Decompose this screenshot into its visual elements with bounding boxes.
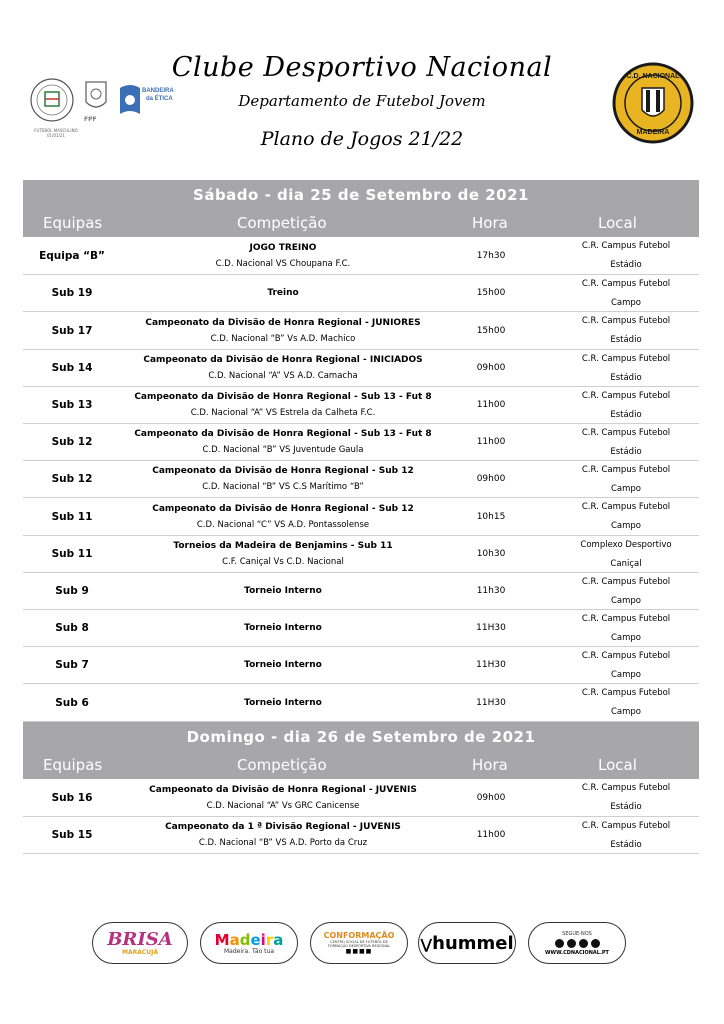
column-header-row [23, 211, 699, 237]
competition-cell [133, 573, 433, 609]
team-cell: Sub 11 [51, 510, 93, 523]
conformacao-icons: ■■■■ [345, 948, 373, 955]
competition-name: Torneio Interno [244, 623, 322, 633]
venue-cell [553, 237, 699, 274]
competition-name: JOGO TREINO [249, 242, 317, 253]
venue-name: C.R. Campus Futebol [581, 502, 671, 512]
competition-name: Torneios da Madeira de Benjamins - Sub 11 [173, 541, 393, 551]
competition-name: Torneio Interno [244, 660, 322, 670]
venue-field: Estádio [610, 372, 642, 383]
match-fixture: C.D. Nacional VS Choupana F.C. [215, 258, 351, 269]
venue-field: Estádio [610, 802, 642, 812]
competition-cell [133, 424, 433, 460]
match-fixture: C.D. Nacional “A” Vs GRC Canicense [206, 800, 360, 811]
sponsor-brisa[interactable] [92, 922, 188, 964]
venue-cell [553, 779, 699, 816]
venue-name: Complexo Desportivo [580, 539, 672, 550]
table-row [23, 424, 699, 461]
table-row [23, 498, 699, 536]
time-cell: 09h00 [476, 363, 506, 373]
sponsor-conformacao[interactable] [310, 922, 408, 964]
match-fixture: C.D. Nacional “A” VS Estrela da Calheta F.C. [190, 408, 376, 418]
time-cell: 09h00 [476, 792, 506, 803]
competition-cell [133, 237, 433, 274]
venue-field: Estádio [610, 335, 642, 345]
venue-field: Campo [610, 595, 642, 606]
competition-name: Campeonato da Divisão de Honra Regional - INICIADOS [143, 355, 423, 365]
twitter-icon[interactable] [579, 939, 588, 948]
venue-name: C.R. Campus Futebol [581, 688, 671, 698]
team-cell: Sub 12 [51, 473, 93, 485]
venue-name: C.R. Campus Futebol [581, 427, 671, 438]
venue-cell [553, 424, 699, 460]
competition-cell [133, 350, 433, 386]
venue-name: C.R. Campus Futebol [581, 820, 671, 831]
certification-caption: FUTEBOL MASCULINO 01/01/21 [34, 128, 78, 138]
team-cell: Sub 15 [51, 829, 93, 841]
time-cell: 10h15 [476, 511, 506, 522]
venue-name: C.R. Campus Futebol [581, 390, 671, 401]
svg-text:C.D. NACIONAL: C.D. NACIONAL [626, 73, 680, 80]
venue-name: C.R. Campus Futebol [581, 464, 671, 475]
competition-name: Torneio Interno [244, 697, 322, 708]
table-row [23, 237, 699, 275]
column-header-venue: Local [598, 756, 637, 774]
venue-cell [553, 461, 699, 497]
day-title: Domingo - dia 26 de Setembro de 2021 [23, 722, 699, 753]
department-subtitle: Departamento de Futebol Jovem [238, 92, 486, 110]
team-cell: Sub 16 [51, 791, 93, 804]
venue-cell [553, 647, 699, 683]
competition-name: Campeonato da Divisão de Honra Regional - Sub 13 - Fut 8 [134, 392, 432, 402]
conformacao-caption: CENTRO SOCIAL DE FUTEBOL DE FORMAÇÃO DESPORTIVA REGIONAL [327, 940, 391, 948]
venue-name: C.R. Campus Futebol [581, 278, 671, 289]
venue-name: C.R. Campus Futebol [581, 316, 671, 326]
schedule-table [23, 180, 699, 854]
competition-cell [133, 610, 433, 646]
table-row [23, 312, 699, 350]
madeira-logo-text: Madeira [214, 930, 284, 949]
match-fixture: C.F. Caniçal Vs C.D. Nacional [222, 557, 344, 567]
match-fixture: C.D. Nacional “B” Vs A.D. Machico [210, 333, 356, 344]
brisa-logo-text: BRISA [107, 928, 173, 950]
venue-name: C.R. Campus Futebol [581, 576, 671, 587]
venue-field: Estádio [610, 446, 642, 457]
venue-field: Campo [610, 521, 642, 531]
competition-name: Campeonato da Divisão de Honra Regional - JUVENIS [149, 784, 417, 795]
competition-cell [133, 498, 433, 535]
team-cell: Sub 8 [55, 622, 89, 634]
competition-name: Torneio Interno [244, 586, 322, 596]
match-fixture: C.D. Nacional “B” VS Juventude Gaula [202, 445, 364, 455]
sponsor-madeira[interactable] [200, 922, 298, 964]
time-cell: 15h00 [476, 288, 506, 298]
time-cell: 11H30 [476, 660, 506, 670]
day-title: Sábado - dia 25 de Setembro de 2021 [23, 180, 699, 211]
match-fixture: C.D. Nacional “B” VS C.S Marítimo “B” [202, 482, 364, 492]
social-icons-group [555, 939, 600, 948]
time-cell: 17h30 [476, 250, 506, 261]
madeira-tagline: Madeira. Tão tua [223, 947, 275, 955]
venue-cell [553, 610, 699, 646]
venue-field: Estádio [610, 409, 642, 420]
venue-cell [553, 817, 699, 853]
sponsor-bar [0, 918, 724, 968]
time-cell: 11H30 [476, 697, 506, 708]
column-header-time: Hora [472, 756, 508, 774]
column-header-row [23, 753, 699, 779]
venue-cell [553, 536, 699, 572]
table-row [23, 387, 699, 424]
conformacao-logo-text: CONFORMAÇÃO [323, 931, 395, 940]
venue-field: Estádio [610, 260, 642, 270]
match-fixture: C.D. Nacional “C” VS A.D. Pontassolense [196, 519, 370, 530]
brisa-subtitle: MARACUJÁ [121, 948, 159, 956]
time-cell: 10h30 [476, 549, 506, 559]
fpf-label: FPF [84, 116, 97, 123]
svg-text:da ÉTICA: da ÉTICA [146, 96, 173, 102]
competition-cell [133, 536, 433, 572]
table-row [23, 684, 699, 722]
website-url[interactable]: WWW.CDNACIONAL.PT [545, 949, 609, 956]
competition-name: Treino [267, 288, 299, 298]
venue-field: Campo [610, 483, 642, 494]
column-header-time: Hora [472, 214, 508, 232]
svg-text:BANDEIRA: BANDEIRA [142, 88, 174, 94]
competition-cell [133, 461, 433, 497]
competition-name: Campeonato da Divisão de Honra Regional - Sub 12 [152, 503, 414, 514]
competition-cell [133, 275, 433, 311]
time-cell: 11H30 [476, 623, 506, 633]
time-cell: 15h00 [476, 325, 506, 336]
club-title: Clube Desportivo Nacional [171, 52, 553, 83]
competition-name: Campeonato da Divisão de Honra Regional - Sub 13 - Fut 8 [134, 429, 432, 439]
nacional-crest-logo [612, 62, 694, 144]
time-cell: 09h00 [476, 474, 506, 484]
competition-cell [133, 387, 433, 423]
plan-title: Plano de Jogos 21/22 [260, 128, 464, 150]
facebook-icon[interactable] [555, 939, 564, 948]
venue-field: Campo [610, 632, 642, 643]
venue-cell [553, 312, 699, 349]
table-row [23, 610, 699, 647]
venue-field: Campo [610, 669, 642, 680]
venue-field: Campo [610, 707, 642, 717]
venue-name: C.R. Campus Futebol [581, 613, 671, 624]
match-fixture: C.D. Nacional “B” VS A.D. Porto da Cruz [198, 838, 368, 848]
table-row [23, 647, 699, 684]
competition-name: Campeonato da 1 ª Divisão Regional - JUVENIS [165, 822, 401, 832]
table-row [23, 461, 699, 498]
venue-cell [553, 275, 699, 311]
venue-cell [553, 498, 699, 535]
team-cell: Sub 6 [55, 696, 89, 709]
competition-name: Campeonato da Divisão de Honra Regional - Sub 12 [152, 466, 414, 476]
team-cell: Sub 13 [51, 399, 93, 411]
venue-name: C.R. Campus Futebol [581, 783, 671, 793]
instagram-icon[interactable] [567, 939, 576, 948]
competition-cell [133, 684, 433, 721]
competition-name: Campeonato da Divisão de Honra Regional - JUNIORES [145, 317, 421, 328]
venue-field: Caniçal [610, 558, 642, 569]
table-row [23, 779, 699, 817]
competition-cell [133, 817, 433, 853]
column-header-venue: Local [598, 214, 637, 232]
team-cell: Sub 7 [55, 659, 89, 671]
table-row [23, 536, 699, 573]
svg-text:MADEIRA: MADEIRA [636, 129, 670, 136]
team-cell: Sub 19 [51, 287, 93, 299]
venue-field: Campo [610, 297, 642, 308]
page-header [0, 0, 724, 170]
team-cell: Sub 17 [51, 324, 93, 337]
table-row [23, 817, 699, 854]
competition-cell [133, 312, 433, 349]
youtube-icon[interactable] [591, 939, 600, 948]
time-cell: 11h30 [476, 586, 506, 596]
venue-cell [553, 573, 699, 609]
sponsor-hummel[interactable] [418, 922, 516, 964]
hummel-logo-text: ⋁hummel [420, 932, 514, 954]
venue-cell [553, 684, 699, 721]
table-row [23, 275, 699, 312]
time-cell: 11h00 [476, 830, 506, 840]
column-header-competition: Competição [237, 756, 327, 774]
venue-name: C.R. Campus Futebol [581, 353, 671, 364]
column-header-competition: Competição [237, 214, 327, 232]
column-header-team: Equipas [43, 756, 103, 774]
competition-cell [133, 779, 433, 816]
table-row [23, 350, 699, 387]
time-cell: 11h00 [476, 437, 506, 447]
time-cell: 11h00 [476, 400, 506, 410]
team-cell: Sub 14 [51, 362, 93, 374]
venue-cell [553, 350, 699, 386]
competition-cell [133, 647, 433, 683]
venue-name: C.R. Campus Futebol [581, 650, 671, 661]
venue-cell [553, 387, 699, 423]
column-header-team: Equipas [43, 214, 103, 232]
team-cell: Sub 9 [55, 585, 89, 597]
team-cell: Equipa “B” [39, 249, 105, 262]
social-heading: SEGUE-NOS [562, 930, 592, 937]
venue-field: Estádio [610, 839, 642, 850]
match-fixture: C.D. Nacional “A” VS A.D. Camacha [208, 371, 358, 381]
table-row [23, 573, 699, 610]
team-cell: Sub 11 [51, 548, 93, 560]
team-cell: Sub 12 [51, 436, 93, 448]
venue-name: C.R. Campus Futebol [581, 241, 671, 251]
social-links[interactable] [528, 922, 626, 964]
